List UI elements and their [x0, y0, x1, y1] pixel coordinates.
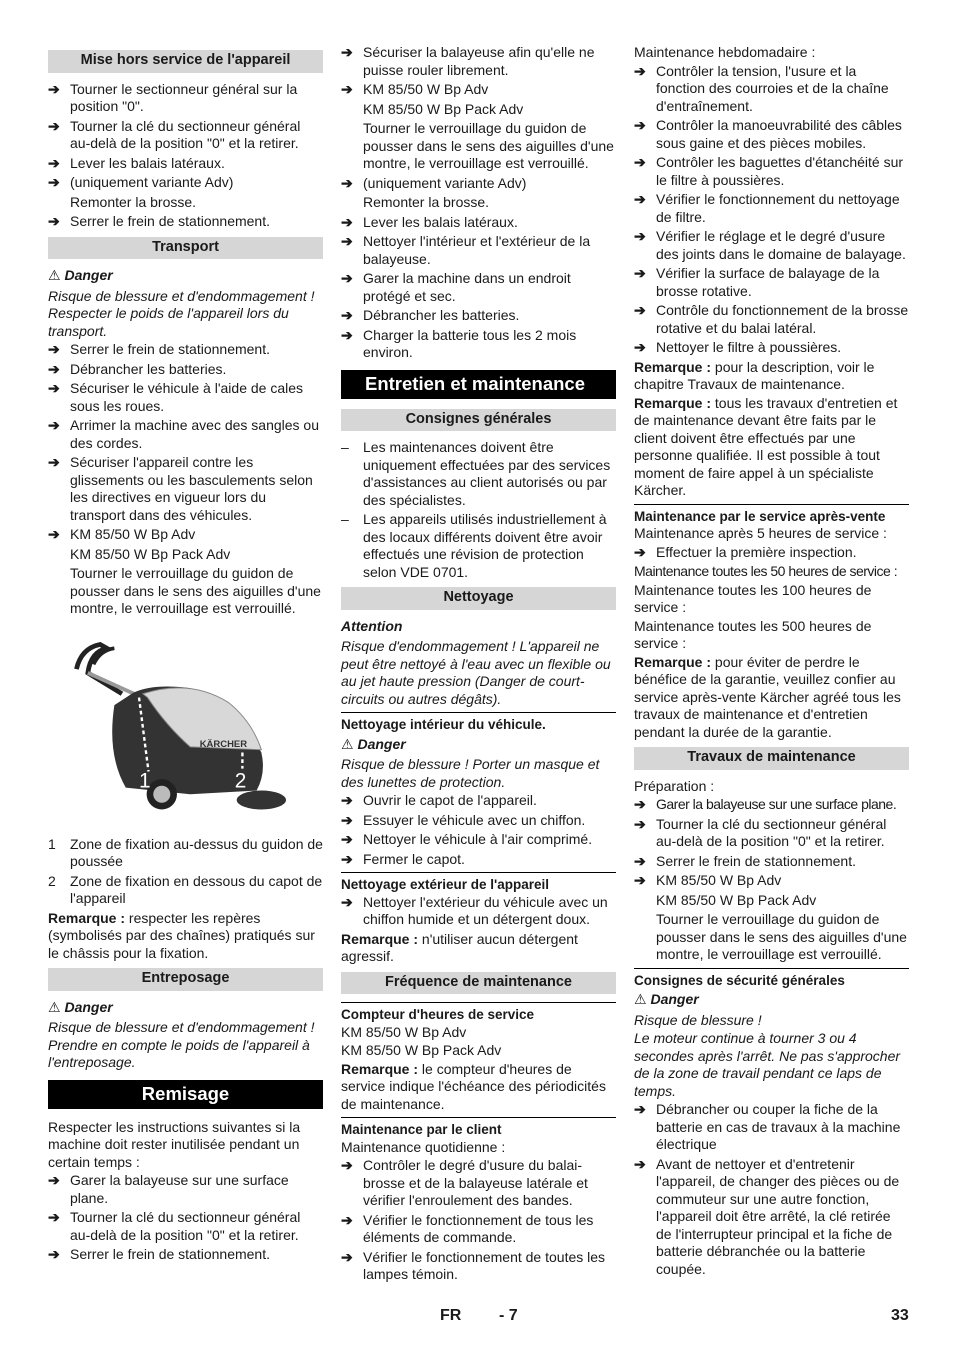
list-item-text: Les appareils utilisés industriellement à des locaux différents doivent être avoir effectués une révision de protection selon VDE 0701.: [363, 511, 607, 580]
subheading: Consignes de sécurité générales: [634, 968, 909, 990]
arrow-right-icon: ➔: [341, 174, 353, 191]
list-item: [48, 454, 323, 524]
remark: [634, 359, 909, 394]
list-item-text: Vérifier le fonctionnement de toutes les lampes témoin.: [363, 1248, 606, 1282]
arrow-right-icon: ➔: [634, 1101, 646, 1117]
paragraph: Maintenance toutes les 50 heures de service :: [634, 563, 898, 579]
list-item: [341, 851, 616, 869]
list-item: [634, 63, 909, 116]
paragraph: Respecter les instructions suivantes si la machine doit rester inutilisée pendant un certain temps :: [48, 1118, 301, 1170]
remark: [634, 654, 909, 742]
list-item-text: Tourner la clé du sectionneur général au-delà de la position "0" et la retirer.: [70, 1209, 301, 1243]
list-item-text: Contrôler le degré d'usure du balai-brosse et de la balayeuse latérale et vérifier l'enroulement des bandes.: [363, 1157, 588, 1208]
list-item: [48, 526, 323, 618]
list-item: [634, 1156, 909, 1279]
warning-label-text: Attention: [341, 617, 403, 634]
arrow-right-icon: ➔: [634, 191, 646, 207]
remark-label: Remarque :: [48, 909, 126, 926]
list-item-text: Nettoyer l'intérieur et l'extérieur de la balayeuse.: [363, 233, 591, 267]
section-heading: Mise hors service de l'appareil: [48, 50, 323, 73]
arrow-right-icon: ➔: [48, 360, 60, 377]
warning-label-text: Danger: [357, 735, 406, 752]
arrow-right-icon: ➔: [634, 796, 646, 812]
arrow-right-icon: ➔: [48, 380, 60, 396]
arrow-right-icon: ➔: [341, 44, 353, 60]
arrow-right-icon: ➔: [634, 62, 646, 79]
arrow-right-icon: ➔: [634, 228, 646, 244]
warning-label-text: Danger: [650, 991, 699, 1007]
list-item-text: KM 85/50 W Bp Adv: [363, 81, 489, 97]
list-item: [634, 796, 909, 814]
warning-text: Risque d'endommagement ! L'appareil ne peut être nettoyé à l'eau avec un flexible ou au jet haute pression (Danger de court-circuits ou autres dégâts).: [341, 638, 611, 707]
remark: [341, 931, 616, 966]
svg-text:KÄRCHER: KÄRCHER: [199, 738, 248, 750]
section-heading: Nettoyage: [341, 587, 616, 610]
list-item-text: Charger la batterie tous les 2 mois environ.: [363, 326, 577, 360]
remark-text: respecter les repères (symbolisés par des chaînes) pratiqués sur le châssis pour la fixation.: [48, 909, 315, 961]
sweeper-machine-illustration: [48, 626, 323, 826]
list-item: [48, 81, 323, 116]
arrow-right-icon: ➔: [48, 213, 60, 229]
arrow-right-icon: ➔: [634, 1155, 646, 1172]
list-item: [634, 117, 909, 152]
list-item: [634, 154, 909, 189]
remark-label: Remarque :: [634, 653, 712, 670]
list-item-text: Fermer le capot.: [363, 850, 465, 867]
warning-text: Risque de blessure et d'endommagement ! Respecter le poids de l'appareil lors du transport.: [48, 287, 315, 339]
remark-text: tous les travaux d'entretien et de maintenance devant être faits par le client doivent être effectués par une personne qualifiée. Il est possible à tout moment de faire appel à un spécialiste Kärcher.: [634, 394, 898, 498]
section-heading: Transport: [48, 237, 323, 260]
list-item-text: Garer la balayeuse sur une surface plane.: [70, 1172, 289, 1206]
arrow-right-icon: ➔: [634, 117, 646, 133]
list-item-text: Nettoyer le filtre à poussières.: [656, 339, 842, 355]
list-item-text: Les maintenances doivent être uniquement effectuées par des services d'assistances au client autorisés ou par des spécialistes.: [363, 439, 611, 508]
list-item-text: KM 85/50 W Bp Pack Adv: [70, 545, 231, 562]
list-item-text: Vérifier le fonctionnement du nettoyage de filtre.: [656, 191, 900, 225]
remark-label: Remarque :: [634, 394, 712, 411]
list-item: [48, 1172, 323, 1207]
list-item-text: Lever les balais latéraux.: [70, 154, 225, 171]
subheading: Compteur d'heures de service: [341, 1002, 616, 1024]
list-item: [48, 174, 323, 211]
remark: [48, 910, 323, 963]
list-item-text: Remonter la brosse.: [363, 194, 490, 210]
list-item: [634, 544, 909, 562]
list-item: [341, 44, 616, 79]
chapter-heading: Remisage: [48, 1080, 323, 1109]
list-item: [341, 233, 616, 268]
subheading: Nettoyage extérieur de l'appareil: [341, 872, 616, 894]
list-item-text: Garer la machine dans un endroit protégé et sec.: [363, 270, 571, 304]
list-item: [634, 302, 909, 337]
section-heading: Consignes générales: [341, 409, 616, 432]
legend-number: 2: [48, 872, 56, 889]
arrow-right-icon: ➔: [634, 852, 646, 869]
list-item-text: Tourner le verrouillage du guidon de pousser dans le sens des aiguilles d'une montre, le verrouillage est verrouillé.: [70, 565, 321, 616]
list-item-text: Nettoyer le véhicule à l'air comprimé.: [363, 831, 593, 847]
list-item-text: KM 85/50 W Bp Adv: [656, 872, 782, 888]
warning-text: Risque de blessure et d'endommagement ! Prendre en compte le poids de l'appareil à l'entreposage.: [48, 1019, 315, 1070]
arrow-right-icon: ➔: [341, 811, 353, 828]
arrow-right-icon: ➔: [341, 307, 353, 323]
warning-triangle-icon: ⚠: [341, 735, 358, 752]
column-right: [634, 44, 909, 1280]
legend-number: 1: [48, 835, 56, 852]
list-item-text: Serrer le frein de stationnement.: [656, 852, 856, 869]
remark-label: Remarque :: [341, 1060, 419, 1077]
list-item-text: Débrancher les batteries.: [70, 360, 227, 377]
arrow-right-icon: ➔: [48, 341, 60, 357]
arrow-right-icon: ➔: [634, 872, 646, 888]
warning-label: [48, 999, 323, 1017]
section-heading: Travaux de maintenance: [634, 747, 909, 770]
list-item: [634, 339, 909, 357]
list-item: [634, 228, 909, 263]
list-item-text: Serrer le frein de stationnement.: [70, 213, 270, 229]
arrow-right-icon: ➔: [341, 850, 353, 867]
list-item-text: Arrimer la machine avec des sangles ou des cordes.: [70, 417, 320, 451]
warning-triangle-icon: ⚠: [48, 998, 65, 1015]
list-item-text: Contrôler la manoeuvrabilité des câbles sous gaine et des pièces mobiles.: [656, 117, 902, 151]
remark-label: Remarque :: [341, 930, 419, 947]
arrow-right-icon: ➔: [341, 792, 353, 808]
arrow-right-icon: ➔: [48, 454, 60, 470]
warning-label-text: Danger: [64, 267, 113, 283]
list-item: [48, 417, 323, 452]
list-item: [48, 213, 323, 231]
column-left: [48, 44, 323, 1266]
footer-language: FR: [440, 1307, 462, 1324]
list-item: [341, 894, 616, 929]
remark-text: pour la description, voir le chapitre Travaux de maintenance.: [634, 358, 875, 392]
list-item-text: Lever les balais latéraux.: [363, 213, 518, 230]
section-heading: Fréquence de maintenance: [341, 972, 616, 995]
paragraph: Maintenance quotidienne :: [341, 1138, 506, 1155]
arrow-right-icon: ➔: [634, 543, 646, 560]
list-item: [634, 191, 909, 226]
list-item-text: Ouvrir le capot de l'appareil.: [363, 792, 537, 808]
list-item: [341, 81, 616, 173]
list-item: [341, 511, 616, 581]
arrow-right-icon: ➔: [341, 213, 353, 230]
subheading: Maintenance par le service après-vente: [634, 504, 909, 526]
list-item-text: Vérifier le fonctionnement de tous les éléments de commande.: [363, 1211, 594, 1245]
subheading: Maintenance par le client: [341, 1117, 616, 1139]
list-item: [48, 380, 323, 415]
paragraph: Maintenance toutes les 100 heures de service :: [634, 581, 872, 615]
list-item: [341, 214, 616, 232]
list-item-text: Sécuriser le véhicule à l'aide de cales sous les roues.: [70, 380, 304, 414]
list-item-text: Tourner le verrouillage du guidon de pousser dans le sens des aiguilles d'une montre, le verrouillage est verrouillé.: [363, 120, 614, 171]
arrow-right-icon: ➔: [48, 526, 60, 542]
remark-label: Remarque :: [634, 358, 712, 375]
list-item: [48, 1209, 323, 1244]
arrow-right-icon: ➔: [48, 80, 60, 97]
arrow-right-icon: ➔: [341, 1248, 353, 1265]
warning-label: [341, 618, 616, 636]
warning-label: [48, 267, 323, 285]
list-item: [634, 265, 909, 300]
paragraph: Maintenance hebdomadaire :: [634, 44, 816, 60]
figure-legend-item: [48, 873, 323, 908]
list-item-text: Vérifier la surface de balayage de la brosse rotative.: [656, 265, 880, 299]
arrow-right-icon: ➔: [48, 154, 60, 171]
list-item-text: KM 85/50 W Bp Adv: [70, 526, 196, 542]
list-item-text: Avant de nettoyer et d'entretenir l'appareil, de changer des pièces ou de commuteur sur une autre fonction, l'appareil doit être arrêté, la clé retirée de l'interrupteur principal et la fiche de batterie débranchée ou la batterie coupée.: [656, 1155, 900, 1277]
list-item-text: Contrôler la tension, l'usure et la fonction des courroies et de la chaîne d'entraînement.: [656, 62, 889, 114]
list-item-text: Garer la balayeuse sur une surface plane.: [656, 796, 897, 812]
list-item: [48, 361, 323, 379]
list-item-text: (uniquement variante Adv): [70, 174, 234, 190]
list-item-text: Tourner la clé du sectionneur général au-delà de la position "0" et la retirer.: [656, 815, 887, 849]
warning-label-text: Danger: [64, 998, 113, 1015]
list-item-text: Contrôle du fonctionnement de la brosse rotative et du balai latéral.: [656, 302, 909, 336]
list-item-text: Débrancher ou couper la fiche de la batterie en cas de travaux à la machine électrique: [656, 1101, 901, 1152]
warning-label: [341, 736, 616, 754]
dash-bullet: –: [341, 439, 349, 455]
list-item: [341, 792, 616, 810]
column-middle: [341, 44, 616, 1286]
list-item-text: KM 85/50 W Bp Pack Adv: [656, 891, 817, 908]
list-item: [341, 1157, 616, 1210]
dash-bullet: –: [341, 511, 349, 527]
arrow-right-icon: ➔: [48, 117, 60, 134]
warning-text: Risque de blessure !: [634, 1011, 762, 1028]
list-item-text: (uniquement variante Adv): [363, 174, 527, 191]
arrow-right-icon: ➔: [341, 233, 353, 249]
arrow-right-icon: ➔: [48, 174, 60, 190]
list-item: [48, 118, 323, 153]
chapter-heading: Entretien et maintenance: [341, 370, 616, 399]
remark-text: n'utiliser aucun détergent agressif.: [341, 930, 578, 964]
subheading: Nettoyage intérieur du véhicule.: [341, 712, 616, 734]
footer-local-page: - 7: [499, 1307, 518, 1324]
list-item: [634, 816, 909, 851]
arrow-right-icon: ➔: [341, 831, 353, 847]
list-item: [634, 1101, 909, 1154]
arrow-right-icon: ➔: [48, 417, 60, 433]
remark: [341, 1061, 616, 1114]
list-item-text: Sécuriser l'appareil contre les glissements ou les basculements selon les directives en vigueur lors du transport dans des véhicules.: [70, 454, 313, 523]
list-item-text: Débrancher les batteries.: [363, 307, 520, 323]
list-item-text: Nettoyer l'extérieur du véhicule avec un chiffon humide et un détergent doux.: [363, 893, 608, 927]
arrow-right-icon: ➔: [48, 1246, 60, 1262]
paragraph: Maintenance toutes les 500 heures de service :: [634, 617, 872, 651]
arrow-right-icon: ➔: [634, 265, 646, 281]
list-item-text: Tourner le sectionneur général sur la position "0".: [70, 80, 298, 114]
paragraph: Maintenance après 5 heures de service :: [634, 525, 887, 541]
list-item: [341, 327, 616, 362]
remark-text: pour éviter de perdre le bénéfice de la garantie, veuillez confier au service après-vente Kärcher agréé tous les travaux de maintenance et d'entretien pendant la durée de la garantie.: [634, 653, 901, 740]
list-item-text: Serrer le frein de stationnement.: [70, 1246, 270, 1262]
warning-triangle-icon: ⚠: [48, 267, 65, 283]
arrow-right-icon: ➔: [341, 326, 353, 343]
list-item: [341, 1249, 616, 1284]
warning-triangle-icon: ⚠: [634, 991, 651, 1007]
section-heading: Entreposage: [48, 968, 323, 991]
list-item: [341, 439, 616, 509]
remark: [634, 395, 909, 500]
list-item: [48, 1246, 323, 1264]
paragraph: Préparation :: [634, 777, 715, 794]
list-item: [48, 155, 323, 173]
list-item-text: Effectuer la première inspection.: [656, 543, 857, 560]
list-item: [341, 831, 616, 849]
remark-text: le compteur d'heures de service indique l'échéance des périodicités de maintenance.: [341, 1060, 606, 1112]
list-item-text: Contrôler les baguettes d'étanchéité sur le filtre à poussières.: [656, 154, 904, 188]
footer-page-number: 33: [891, 1307, 909, 1324]
arrow-right-icon: ➔: [341, 81, 353, 97]
figure-legend-item: [48, 836, 323, 871]
warning-label: [634, 991, 909, 1009]
legend-text: Zone de fixation en dessous du capot de l'appareil: [70, 872, 323, 906]
arrow-right-icon: ➔: [341, 270, 353, 286]
warning-text: Risque de blessure ! Porter un masque et des lunettes de protection.: [341, 756, 600, 790]
list-item: [341, 1212, 616, 1247]
arrow-right-icon: ➔: [48, 1172, 60, 1188]
list-item-text: Vérifier le réglage et le degré d'usure des joints dans le domaine de balayage.: [656, 228, 906, 262]
list-item-text: Sécuriser la balayeuse afin qu'elle ne puisse rouler librement.: [363, 44, 595, 78]
arrow-right-icon: ➔: [634, 302, 646, 318]
list-item-text: Tourner le verrouillage du guidon de pousser dans le sens des aiguilles d'une montre, le verrouillage est verrouillé.: [656, 911, 907, 962]
list-item-text: Serrer le frein de stationnement.: [70, 341, 270, 357]
list-item: [341, 270, 616, 305]
list-item: [48, 341, 323, 359]
arrow-right-icon: ➔: [341, 893, 353, 910]
arrow-right-icon: ➔: [48, 1209, 60, 1225]
paragraph: KM 85/50 W Bp Pack Adv: [341, 1042, 502, 1058]
arrow-right-icon: ➔: [634, 339, 646, 355]
list-item-text: Essuyer le véhicule avec un chiffon.: [363, 811, 586, 828]
list-item: [341, 812, 616, 830]
svg-text:2: 2: [234, 769, 247, 793]
warning-text: Le moteur continue à tourner 3 ou 4 secondes après l'arrêt. Ne pas s'approcher de la zone de travail pendant ce laps de temps.: [634, 1030, 901, 1099]
arrow-right-icon: ➔: [634, 815, 646, 832]
arrow-right-icon: ➔: [634, 154, 646, 170]
list-item: [634, 872, 909, 964]
arrow-right-icon: ➔: [341, 1157, 353, 1173]
arrow-right-icon: ➔: [341, 1211, 353, 1228]
list-item-text: Remonter la brosse.: [70, 193, 197, 210]
legend-text: Zone de fixation au-dessus du guidon de poussée: [70, 835, 323, 869]
list-item: [341, 307, 616, 325]
list-item-text: KM 85/50 W Bp Pack Adv: [363, 100, 524, 117]
svg-text:1: 1: [139, 769, 151, 793]
list-item: [634, 853, 909, 871]
list-item-text: Tourner la clé du sectionneur général au-delà de la position "0" et la retirer.: [70, 117, 301, 151]
paragraph: KM 85/50 W Bp Adv: [341, 1023, 467, 1040]
list-item: [341, 175, 616, 212]
